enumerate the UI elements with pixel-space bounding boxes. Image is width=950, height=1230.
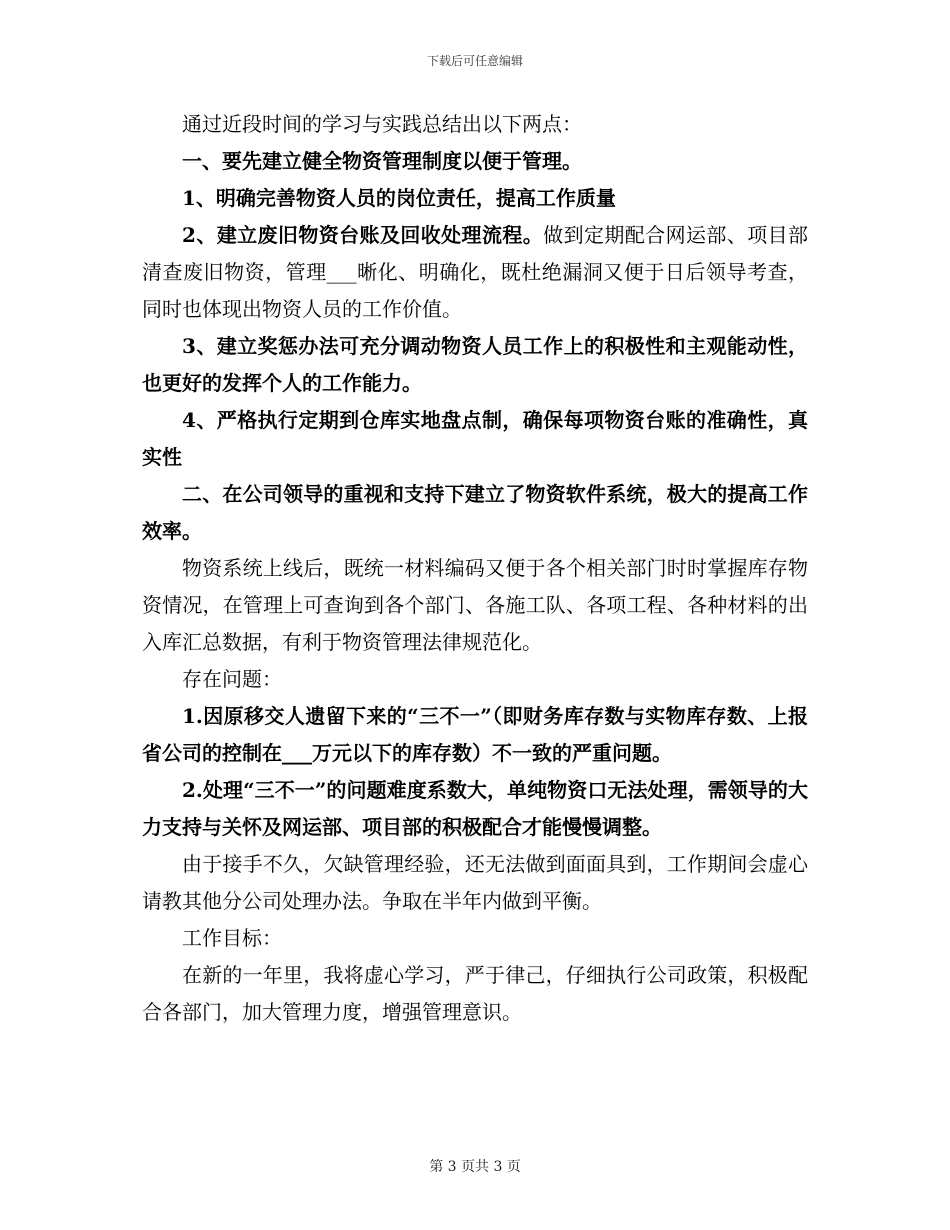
- label-goals: [142, 920, 808, 957]
- paragraph-bold-text: 1、明确完善物资人员的岗位责任，提高工作质量: [182, 186, 616, 210]
- paragraph-bold-text: 3、建立奖惩办法可充分调动物资人员工作上的积极性和主观能动性，也更好的发挥个人的工作能力。: [142, 334, 808, 395]
- paragraph-text: 物资系统上线后，既统一材料编码又便于各个相关部门时时掌握库存物资情况，在管理上可查询到各个部门、各施工队、各项工程、各种材料的出入库汇总数据，有利于物资管理法律规范化。: [142, 556, 808, 654]
- paragraph-bold-text: 2、建立废旧物资台账及回收处理流程。: [182, 223, 544, 247]
- paragraph-bold-text: 4、严格执行定期到仓库实地盘点制，确保每项物资台账的准确性，真实性: [142, 408, 808, 469]
- document-body: [142, 106, 808, 1031]
- list-item-2: [142, 217, 808, 328]
- paragraph-bold-text: 1.因原移交人遗留下来的“三不一”（即财务库存数与实物库存数、上报省公司的控制在___万元以下的库存数）不一致的严重问题。: [142, 704, 808, 765]
- paragraph-text: 由于接手不久，欠缺管理经验，还无法做到面面具到，工作期间会虚心请教其他分公司处理办法。争取在半年内做到平衡。: [142, 852, 808, 913]
- paragraph-text: 做到定期配合网运部、项目部清查废旧物资，管理___晰化、明确化，既杜绝漏洞又便于日后领导考查，同时也体现出物资人员的工作价值。: [142, 223, 809, 321]
- paragraph-bold-text: 2.处理“三不一”的问题难度系数大，单纯物资口无法处理，需领导的大力支持与关怀及网运部、项目部的积极配合才能慢慢调整。: [142, 778, 808, 839]
- paragraph-text: 工作目标：: [182, 926, 282, 950]
- paragraph-text: 通过近段时间的学习与实践总结出以下两点：: [182, 112, 582, 136]
- problem-item-1: [142, 698, 808, 772]
- label-problems: [142, 661, 808, 698]
- list-item-3: [142, 328, 808, 402]
- page-number: 第 3 页共 3 页: [429, 1159, 521, 1175]
- paragraph-text: 在新的一年里，我将虚心学习，严于律己，仔细执行公司政策，积极配合各部门，加大管理力度，增强管理意识。: [142, 963, 808, 1024]
- paragraph-bold-text: 二、在公司领导的重视和支持下建立了物资软件系统，极大的提高工作效率。: [142, 482, 808, 543]
- problem-item-2: [142, 772, 808, 846]
- paragraph-system: [142, 550, 808, 661]
- list-item-4: [142, 402, 808, 476]
- section-heading-2: [142, 476, 808, 550]
- paragraph-bold-text: 一、要先建立健全物资管理制度以便于管理。: [182, 149, 582, 173]
- paragraph-experience: [142, 846, 808, 920]
- paragraph-text: 存在问题：: [182, 667, 282, 691]
- header-note: 下载后可任意编辑: [426, 54, 523, 68]
- paragraph-goals: [142, 957, 808, 1031]
- section-heading-1: [142, 143, 808, 180]
- paragraph-intro: [142, 106, 808, 143]
- list-item-1: [142, 180, 808, 217]
